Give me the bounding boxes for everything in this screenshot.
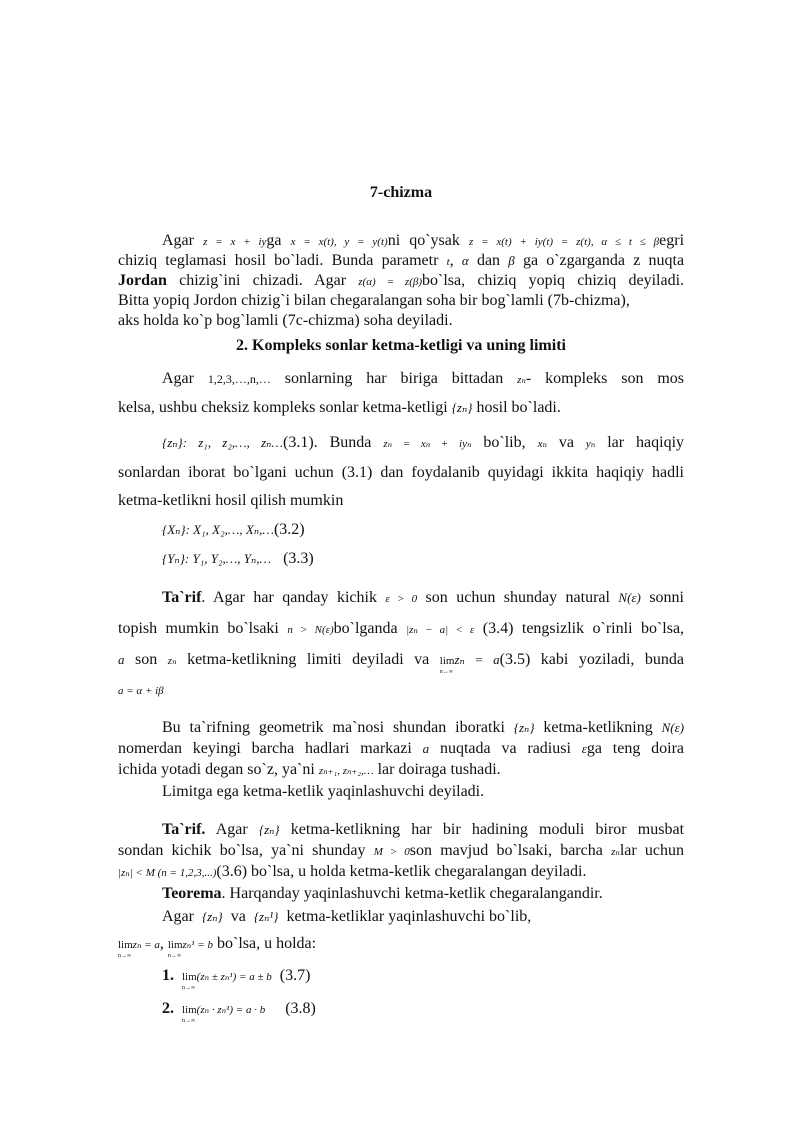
theorem-item-2: 2. lim n→∞ (zₙ · zₙ¹) = a · b (3.8) <box>162 1000 316 1024</box>
figure-caption: 7-chizma <box>369 184 433 201</box>
para1-line5: aks holda ko`p bog`lamli (7c-chizma) soha deyiladi. <box>118 312 453 329</box>
definition1-line2: topish mumkin bo`lsaki n > N(ε)bo`lganda |zₙ − a| < ε (3.4) tengsizlik o`rinli bo`lsa, <box>118 620 685 637</box>
para3-line1: Bu ta`rifning geometrik ma`nosi shundan iboratki {zₙ} ketma-ketlikning N(ε) <box>162 719 685 736</box>
definition2-line3: |zₙ| < M (n = 1,2,3,...)(3.6) bo`lsa, u holda ketma-ketlik chegaralangan deyiladi. <box>118 863 587 880</box>
para2-line2: kelsa, ushbu cheksiz kompleks sonlar ketma-ketligi {zₙ} hosil bo`ladi. <box>118 399 561 416</box>
limit-symbol: lim n→∞ <box>439 655 455 675</box>
para1-line4: Bitta yopiq Jordon chizig`i bilan chegaralangan soha bir bog`lamli (7b-chizma), <box>118 292 630 309</box>
equation-3-2: {Xₙ}: X₁, X₂,…, Xₙ,…(3.2) <box>162 521 305 538</box>
para2-line4: sonlardan iborat bo`lgani uchun (3.1) dan foydalanib quyidagi ikkita haqiqiy hadli <box>118 464 684 481</box>
limit-symbol: lim n→∞ <box>118 939 133 959</box>
para2-line1: Agar 1,2,3,…,n,… sonlarning har biriga bittadan zₙ- kompleks son mos <box>162 370 685 387</box>
para3-line2: nomerdan keyingi barcha hadlari markazi a nuqtada va radiusi εga teng doira <box>118 740 685 757</box>
definition1-line1: Ta`rif. Agar har qanday kichik ε > 0 son uchun shunday natural N(ε) sonni <box>162 589 684 606</box>
formula: z = x(t) + iy(t) = z(t), α ≤ t ≤ β <box>468 236 660 248</box>
para2-line3: {zₙ}: z₁, z₂,…, zₙ…(3.1). Bunda zₙ = xₙ + iyₙ bo`lib, xₙ va yₙ lar haqiqiy <box>162 434 685 451</box>
para2-line5: ketma-ketlikni hosil qilish mumkin <box>118 492 344 509</box>
theorem-item-1: 1. lim n→∞ (zₙ ± zₙ¹) = a ± b (3.7) <box>162 967 311 991</box>
limit-symbol: lim n→∞ <box>167 939 183 959</box>
definition2-line2: sondan kichik bo`lsa, ya`ni shunday M > 0son mavjud bo`lsaki, barcha zₙlar uchun <box>118 842 685 859</box>
para1-line1: Agar z = x + iyga x = x(t), y = y(t)ni qo`ysak z = x(t) + iy(t) = z(t), α ≤ t ≤ βegri <box>162 232 685 249</box>
definition2-line1: Ta`rif. Agar {zₙ} ketma-ketlikning har bir hadining moduli biror musbat <box>162 821 685 838</box>
para1-line2: chiziq teglamasi hosil bo`ladi. Bunda parametr t, α dan β ga o`zgarganda z nuqta <box>118 252 685 269</box>
limit-symbol: lim n→∞ <box>182 1004 197 1024</box>
section-heading: 2. Kompleks sonlar ketma-ketligi va uning limiti <box>236 337 566 354</box>
theorem-line1: Teorema. Harqanday yaqinlashuvchi ketma-ketlik chegaralangandir. <box>162 885 603 902</box>
theorem-line2: Agar {zₙ} va {zₙ¹} ketma-ketliklar yaqinlashuvchi bo`lib, <box>162 908 532 925</box>
formula: z = x + iy <box>203 236 267 248</box>
formula: z(α) = z(β) <box>358 276 423 288</box>
theorem-line3: lim n→∞ zₙ = a, lim n→∞ zₙ¹ = b bo`lsa, u holda: <box>118 935 317 959</box>
definition1-line4: a = α + iβ <box>118 685 164 697</box>
limit-symbol: lim n→∞ <box>182 971 197 991</box>
para3-line4: Limitga ega ketma-ketlik yaqinlashuvchi deyiladi. <box>162 783 485 800</box>
para1-line3: Jordan chizig`ini chizadi. Agar z(α) = z(β)bo`lsa, chiziq yopiq chiziq deyiladi. <box>118 272 685 289</box>
equation-3-3: {Yₙ}: Y₁, Y₂,…, Yₙ,… (3.3) <box>162 550 314 567</box>
definition1-line3: a son zₙ ketma-ketlikning limiti deyiladi va lim n→∞ zₙ = a(3.5) kabi yoziladi, bunda <box>118 651 685 675</box>
para3-line3: ichida yotadi degan so`z, ya`ni zₙ₊₁, zₙ₊₂,… lar doiraga tushadi. <box>118 761 501 778</box>
formula: x = x(t), y = y(t) <box>290 236 388 248</box>
